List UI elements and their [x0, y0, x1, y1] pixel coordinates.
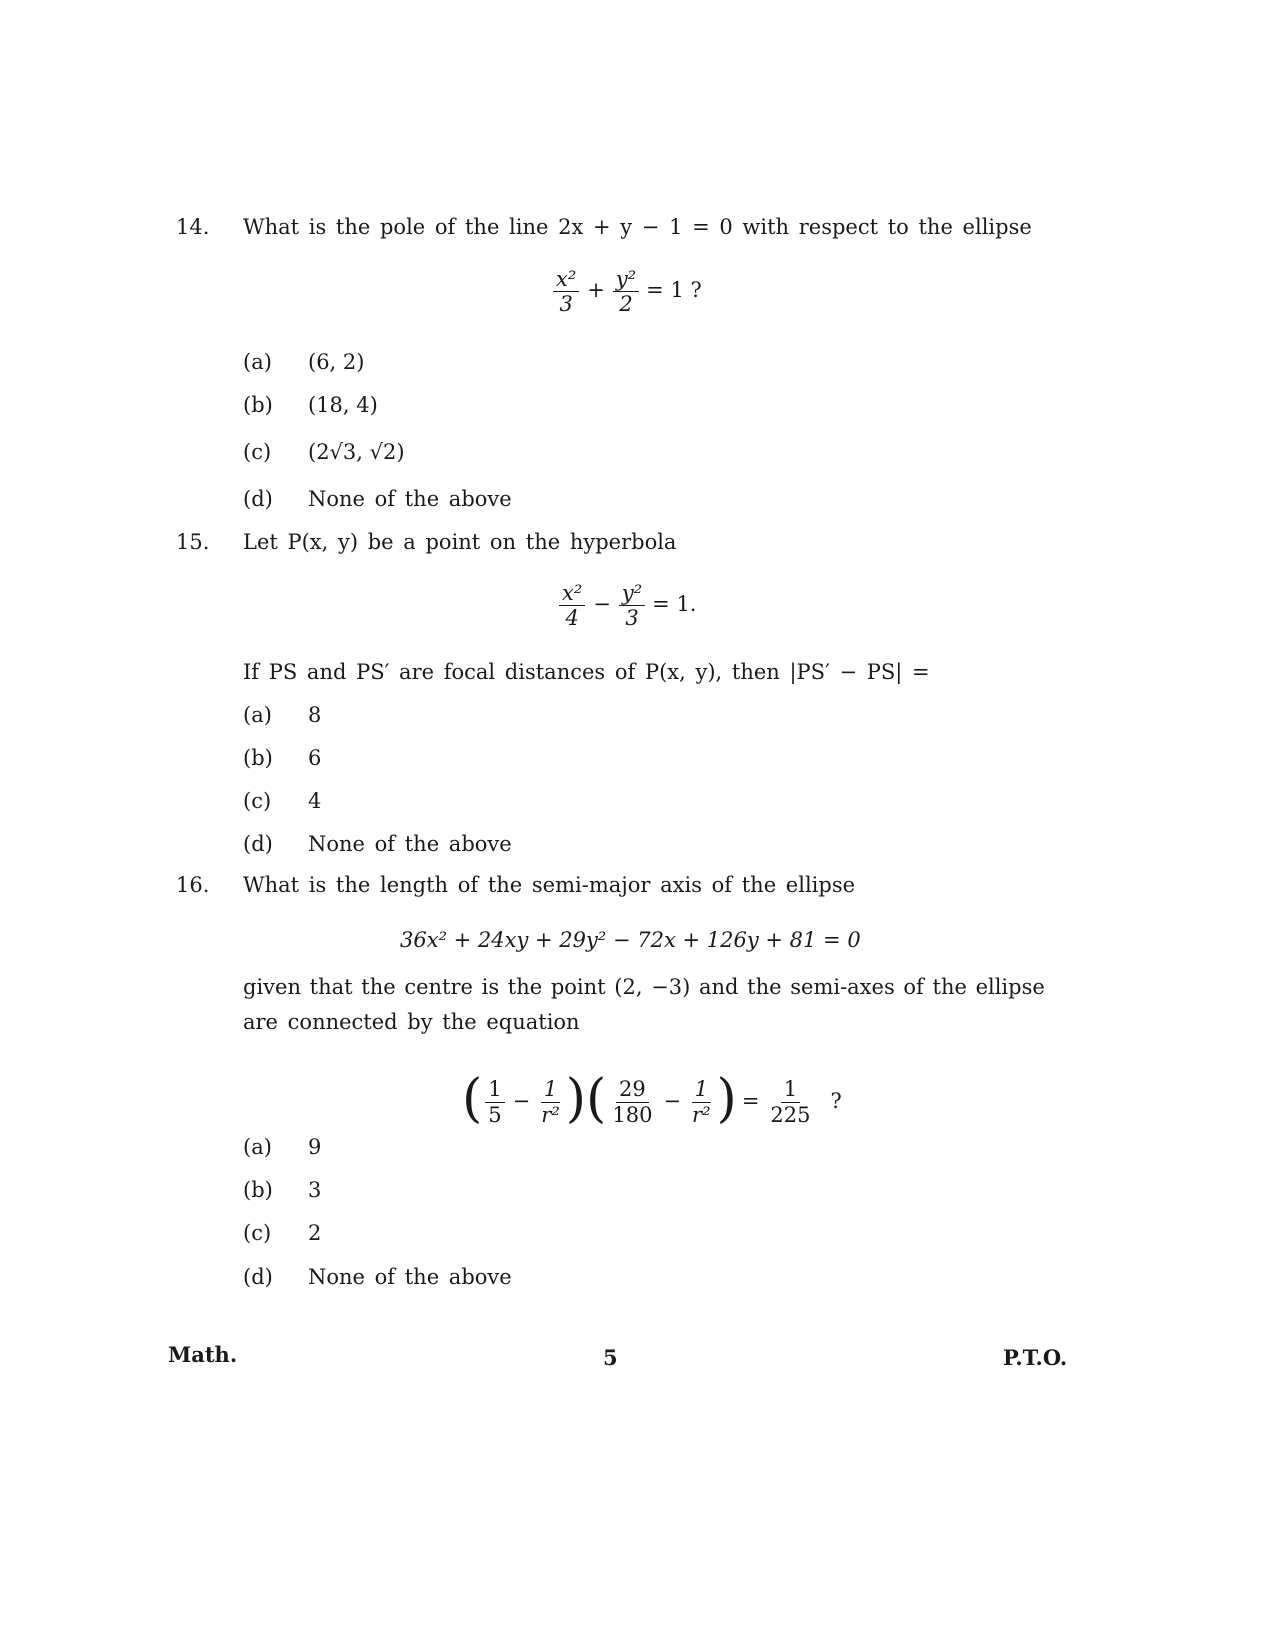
- option-value: (6, 2): [308, 350, 365, 374]
- question-text: are connected by the equation: [243, 1010, 580, 1034]
- fraction: $\frac{1}{225}$: [770, 1077, 811, 1127]
- equation: ( $\frac{1}{5}$ − $\frac{1}{\text{r²}}$ )( $\frac{29}{180}$ − $\frac{1}{\text{r²}}$ ) = $\frac{1}{225}$ ?: [462, 1069, 842, 1129]
- option-value: (18, 4): [308, 393, 378, 417]
- paren: (: [462, 1069, 483, 1129]
- question-number: 14.: [176, 215, 210, 239]
- paren: ): [565, 1069, 587, 1129]
- option-label: (d): [243, 1265, 273, 1289]
- option-label: (c): [243, 1221, 272, 1245]
- question-text: What is the length of the semi-major axis of the ellipse: [243, 873, 856, 897]
- option-label: (b): [243, 746, 273, 770]
- footer-subject: Math.: [168, 1342, 238, 1367]
- equation: $\frac{\text{x²}}{4}$ − $\frac{\text{y²}}{3}$ = 1.: [556, 582, 696, 629]
- option-label: (c): [243, 789, 272, 813]
- option-label: (d): [243, 832, 273, 856]
- page-number: 5: [603, 1345, 618, 1370]
- fraction: $\frac{29}{180}$: [612, 1077, 653, 1127]
- fraction: $\frac{1}{\text{r²}}$: [541, 1077, 560, 1127]
- option-value: 6: [308, 746, 322, 770]
- option-value: 2: [308, 1221, 322, 1245]
- option-label: (a): [243, 703, 272, 727]
- option-label: (a): [243, 350, 272, 374]
- fraction: $\frac{1}{\text{r²}}$: [692, 1077, 711, 1127]
- option-label: (d): [243, 487, 273, 511]
- option-value: None of the above: [308, 832, 512, 856]
- question-number: 15.: [176, 530, 210, 554]
- question-text: What is the pole of the line 2x + y − 1 = 0 with respect to the ellipse: [243, 215, 1032, 239]
- option-value: 8: [308, 703, 322, 727]
- equation: 36x² + 24xy + 29y² − 72x + 126y + 81 = 0: [400, 928, 861, 952]
- option-label: (c): [243, 440, 272, 464]
- option-value: 4: [308, 789, 322, 813]
- option-label: (b): [243, 1178, 273, 1202]
- question-number: 16.: [176, 873, 210, 897]
- fraction: $\frac{\text{x²}}{4}$: [559, 582, 585, 629]
- question-text: If PS and PS′ are focal distances of P(x, y), then |PS′ − PS| =: [243, 660, 930, 684]
- option-label: (a): [243, 1135, 272, 1159]
- fraction: $\frac{\text{y²}}{3}$: [619, 582, 645, 629]
- question-text: Let P(x, y) be a point on the hyperbola: [243, 530, 677, 554]
- fraction: $\frac{1}{5}$: [485, 1078, 504, 1125]
- fraction: $\frac{\text{y²}}{2}$: [613, 268, 639, 315]
- option-label: (b): [243, 393, 273, 417]
- option-value: None of the above: [308, 1265, 512, 1289]
- option-value: (2√3, √2): [308, 440, 405, 464]
- fraction: $\frac{\text{x²}}{3}$: [553, 268, 579, 315]
- option-value: None of the above: [308, 487, 512, 511]
- question-text: given that the centre is the point (2, −3) and the semi-axes of the ellipse: [243, 975, 1045, 999]
- paren: ): [716, 1069, 737, 1129]
- equation: $\frac{\text{x²}}{3}$ + $\frac{\text{y²}}{2}$ = 1 ?: [550, 268, 702, 315]
- footer-pto: P.T.O.: [1003, 1345, 1068, 1370]
- option-value: 3: [308, 1178, 322, 1202]
- paren: (: [586, 1069, 607, 1129]
- option-value: 9: [308, 1135, 322, 1159]
